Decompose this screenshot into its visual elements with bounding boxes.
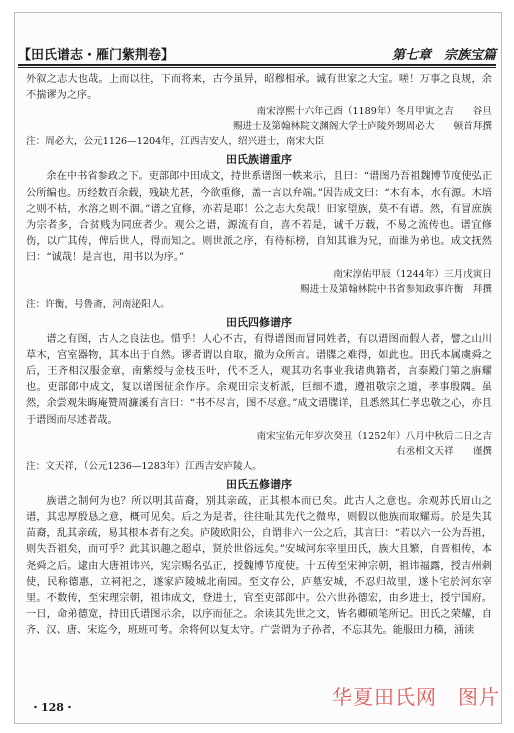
signature-author: 右丞相文天祥 谨撰: [396, 445, 492, 457]
signature-author: 赐进士及第翰林院文渊阁大学士庐陵外甥周必大 顿首拜撰: [232, 121, 492, 133]
header-rule: [18, 64, 496, 68]
section-title: 田氏五修谱序: [226, 477, 292, 491]
author-note: 注：文天祥，（公元1236—1283年）江西吉安庐陵人。: [26, 460, 262, 472]
section-title: 田氏四修谱序: [226, 315, 292, 329]
author-note: 注：周必大，公元1126—1204年，江西吉安人，绍兴进士，南宋大臣: [26, 136, 325, 148]
section-title: 田氏族谱重序: [226, 153, 292, 167]
section-body: 谱之有图，古人之良法也。惜乎！人心不古，有得谱图而冒同姓者，有以谱图而假人者，譬之山川草木，宫室器物，其本出于自然。谬者谓以自取，撤为众所言。谱牒之难得，如此也。田氏本属虞舜之后，王齐相汉服金章，南紫绶与金枝玉叶，代不乏人，观其功名事业我诸典籍者，言泰殿门第之旃耀也。吏部郎中成文，复以谱图征余作序。余观田宗支析派，巨细不遗，遵祖敬宗之道，孝事殷隅。虽然，余尝观朱晦庵赞周濂溪有言曰：“书不尽言，图不尽意。”成文谱牒详，且悉然其仁孝忠敬之心，亦且于谱图而尽述者哉。: [26, 333, 492, 426]
header-book-title: 【田氏谱志・雁门紫荆卷】: [18, 47, 175, 63]
signature-date: 南宋淳佑甲辰（1244年）三月戊寅日: [333, 268, 492, 280]
section-body: 族谱之制何为也？所以明其苗裔，别其亲疏，正其根本而已矣。此古人之意也。余观苏氏眉山之谱，其忠厚殷恳之意，概可见矣。后之为是者，往往耻其先代之微卑，则假以他族而取耀焉。於是失其苗裔，乱其亲疏，易其根本者有之矣。庐陵欧阳公，自谓非六一公之后，其言曰：“若以六一公为吾祖，则失吾祖矣，而可乎？此其识趣之超卓，贤於世俗远矣。”安城河东宰里田氏，族大且繁，自晋相传，本尧舜之后。逮由大唐祖讳兴，宪宗赐名弘正，授魏博节度使。十五传至宋神宗朝，祖讳福露，授吉州刺使，民称德惠，立祠祀之，遂家庐陵城北南园。至文存公，庐墓安城，不忍归故里，遂卜宅於河东宰里。不数传，至宋理宗朝，祖讳成文，登进士，官至吏部郎中。公六世孙德宏，由乡进士，授宁国府。一日，命弟德宽，持田氏谱图示余，以序而征之。余读其先世之文，皆名卿硕笔所记。田氏之荣耀，自齐、汉、唐、宋迄今，班班可考。余将何以复太守。广尝谓为子孙者，不忘其先。能服田力穑，涌读: [26, 495, 492, 637]
signature-date: 南宋淳熙十六年己酉（1189年）冬月甲寅之吉 谷旦: [256, 106, 492, 118]
page-content: [26, 72, 492, 640]
signature-date: 南宋宝佑元年岁次癸丑（1252年）八月中秋后二日之吉: [256, 430, 492, 442]
signature-author: 赐进士及第翰林院中书省参知政事许衡 拜撰: [300, 283, 492, 295]
author-note: 注：许衡，号鲁斋，河南泌阳人。: [26, 298, 170, 310]
section-body: 余在中书省参政之下。吏部郎中田成文，持世系谱图一帙来示，且曰：“谱图乃吾祖魏博节度使弘正公所编也。历经数百余载，残缺尤甚，今欲重修，盖一言以弁端。”因告成文曰：“木有本，水有源。木培之则不枯，水溶之则不涸。”谱之宜修，亦若是耶！公之志大矣哉！旧家望族，莫不有谱。然，有冒庶族为宗者多，合贫贱为同庶者少。观公之谱，源流有自，喜不若是，诚千万载，不易之流传也。谱宜修伤，以广其传，俾后世人，得而知之。则世派之序，有待标榜，自知其谁为兄，而谁为弟也。成文抚然曰：“诚哉！是言也，用书以为序。”: [26, 171, 492, 264]
header-chapter-title: 第七章 宗族宝篇: [391, 47, 496, 63]
continuation-paragraph: 外叙之志大也哉。上而以往，下而将来，古今虽异，昭穆相承。诚有世家之大宝。嗟！万事之良规，余不揣谬为之序。: [26, 74, 492, 102]
running-header: [18, 42, 496, 64]
watermark: 华夏田氏网 图片: [332, 685, 500, 709]
page-number: ・128・: [30, 701, 75, 714]
